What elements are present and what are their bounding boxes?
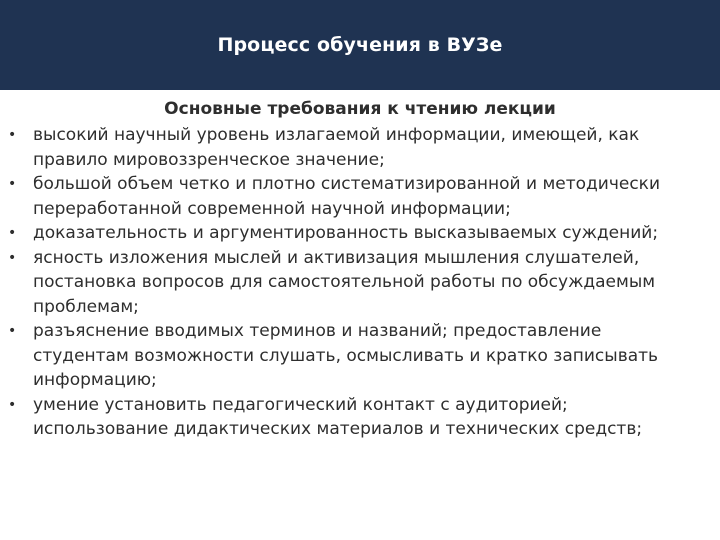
bullet-icon: • (8, 176, 17, 192)
list-item-text: умение установить педагогический контакт с аудиторией; использование дидактических материалов и технических средств; (33, 394, 643, 439)
list-item-text: разъяснение вводимых терминов и названий; предоставление студентам возможности слушать, осмысливать и кратко записывать информацию; (33, 321, 659, 390)
header-bar (0, 0, 720, 90)
section-subtitle: Основные требования к чтению лекции (164, 99, 556, 119)
bullet-icon: • (8, 127, 17, 143)
list-item (8, 221, 698, 246)
list-item-text: доказательность и аргументированность высказываемых суждений; (33, 223, 659, 243)
page-title: Процесс обучения в ВУЗе (217, 34, 503, 56)
requirements-list (8, 123, 698, 442)
list-item-text: большой объем четко и плотно систематизированной и методически переработанной современной научной информации; (33, 174, 660, 219)
list-item (8, 246, 698, 320)
list-item-text: ясность изложения мыслей и активизация мышления слушателей, постановка вопросов для самостоятельной работы по обсуждаемым проблемам; (33, 247, 656, 317)
list-item (8, 393, 698, 442)
list-item (8, 319, 698, 393)
list-item (8, 123, 698, 172)
list-item (8, 172, 698, 221)
bullet-icon: • (8, 249, 17, 266)
bullet-icon: • (8, 323, 17, 339)
list-item-text: высокий научный уровень излагаемой информации, имеющей, как правило мировоззренческое значение; (33, 125, 640, 170)
bullet-icon: • (8, 396, 17, 413)
bullet-icon: • (8, 225, 17, 241)
